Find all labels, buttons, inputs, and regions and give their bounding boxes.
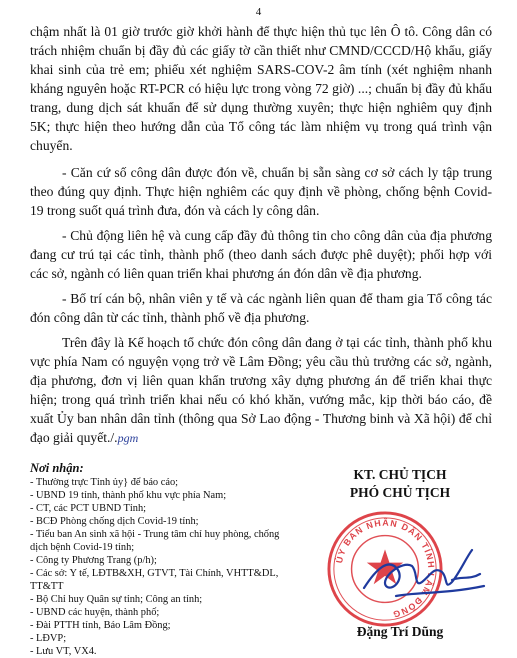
signature-title-1: KT. CHỦ TỊCH — [353, 467, 447, 482]
closing-paragraph-text: Trên đây là Kế hoạch tổ chức đón công dân đang ở tại các tỉnh, thành phố khu vực phía Nam có nguyện vọng trở về Lâm Đồng; yêu cầu thủ trưởng các sở, ngành, địa phương, đơn vị liên quan khẩn trương xây dựng phương án để triển khai thực hiện; trong quá trình triển khai nếu có khó khăn, vướng mắc, kịp thời báo cáo, đề xuất Ủy ban nhân dân tỉnh (thông qua Sở Lao động - Thương binh và Xã hội) để chỉ đạo giải quyết./. — [30, 335, 492, 445]
recipient-item: - Các sở: Y tế, LĐTB&XH, GTVT, Tài Chính, VHTT&DL, TT&TT — [30, 568, 279, 592]
recipients-heading: Nơi nhận: — [30, 461, 84, 475]
paragraph-5 — [30, 333, 492, 448]
recipient-item: - Tiểu ban An sinh xã hội - Trung tâm chỉ huy phòng, chống dịch bệnh Covid-19 tỉnh; — [30, 529, 280, 553]
paragraph-1: chậm nhất là 01 giờ trước giờ khởi hành để thực hiện thủ tục lên Ô tô. Công dân có trách nhiệm chuẩn bị đầy đủ các giấy tờ cần thiết như CMND/CCCD/Hộ khẩu, giấy khai sinh của trẻ em; phiếu xét nghiệm SARS-COV-2 âm tính (xét nghiệm nhanh kháng nguyên hoặc RT-PCR có hiệu lực trong vòng 72 giờ) ...; chuẩn bị đầy đủ khẩu trang, dung dịch sát khuẩn để sử dụng thường xuyên; thực hiện nghiêm quy định 5K; thực hiện theo hướng dẫn của Tổ công tác làm nhiệm vụ trong quá trình vận chuyển. — [30, 24, 492, 153]
recipient-item: - Bộ Chỉ huy Quân sự tỉnh; Công an tỉnh; — [30, 594, 203, 605]
recipient-item: - BCĐ Phòng chống dịch Covid-19 tỉnh; — [30, 516, 199, 527]
svg-text:ỦY BAN NHÂN DÂN TỈNH LÂM ĐỒNG: ỦY BAN NHÂN DÂN TỈNH LÂM ĐỒNG — [334, 517, 437, 620]
recipient-item: - Đài PTTH tỉnh, Báo Lâm Đồng; — [30, 620, 171, 631]
page-number: 4 — [255, 6, 262, 18]
handwritten-signature — [356, 536, 496, 616]
signature-title-2: PHÓ CHỦ TỊCH — [349, 485, 451, 500]
recipient-item: - Thường trực Tỉnh ủy} để báo cáo; — [30, 477, 179, 488]
recipients-block — [30, 462, 280, 658]
paragraph-3: - Chủ động liên hệ và cung cấp đầy đủ thông tin cho công dân của địa phương đang cư trú tại các tỉnh, thành phố (theo danh sách được phê duyệt); phối hợp với các sở, ngành có liên quan triển khai phương án đón dân về địa phương. — [30, 228, 492, 281]
paragraph-2: - Căn cứ số công dân được đón về, chuẩn bị sẵn sàng cơ sở cách ly tập trung theo đúng quy định. Thực hiện nghiêm các quy định về phòng, chống bệnh Covid-19 trong suốt quá trình đưa, đón và cách ly công dân. — [30, 165, 492, 218]
document-body — [30, 22, 492, 454]
recipient-item: - LĐVP; — [30, 633, 67, 644]
signer-name: Đặng Trí Dũng — [356, 624, 444, 639]
initial-mark: pgm — [117, 431, 139, 445]
recipient-item: - UBND các huyện, thành phố; — [30, 607, 160, 618]
signature-block — [300, 466, 500, 639]
recipient-item: - Lưu VT, VX4. — [30, 646, 97, 657]
recipient-item: - CT, các PCT UBND Tỉnh; — [30, 503, 147, 514]
recipient-item: - Công ty Phương Trang (p/h); — [30, 555, 157, 566]
paragraph-4: - Bố trí cán bộ, nhân viên y tế và các ngành liên quan để tham gia Tổ công tác đón công dân từ các tỉnh, thành phố về địa phương. — [30, 291, 492, 325]
recipient-item: - UBND 19 tỉnh, thành phố khu vực phía Nam; — [30, 490, 227, 501]
